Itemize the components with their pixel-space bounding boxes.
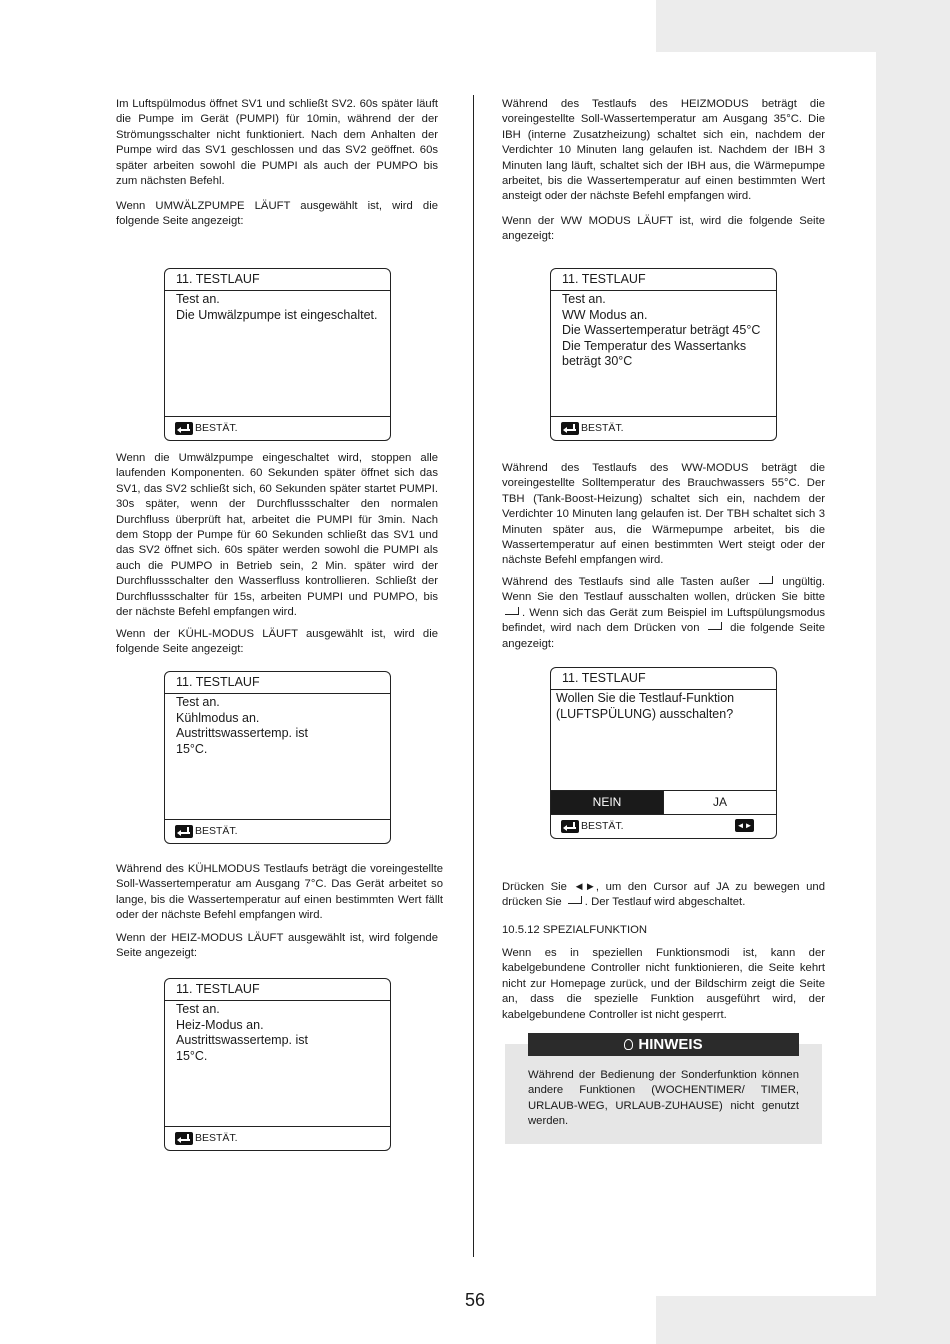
screen-line: Austrittswassertemp. ist	[176, 726, 308, 741]
confirm-hint	[561, 421, 624, 435]
confirm-label: BESTÄT.	[581, 422, 624, 434]
confirm-label: BESTÄT.	[195, 422, 238, 434]
paragraph-pump-description: Wenn die Umwälzpumpe eingeschaltet wird, stoppen alle laufenden Komponenten. 60 Sekunden später öffnet sich das SV1, das SV2 schließt sich, 60 Sekunden später startet PUMPI. 30s später, wenn der Durchflussschalter den normalen Durchfluss überprüft hat, arbeitet die PUMPI für 3min. Nach dem Stopp der Pumpe für 60 Sekunden schließt das SV1 und das SV2 öffnet sich. 60s später werden sowohl die PUMPI als auch die PUMPO in Betrieb sein, 2 Min. später wird der Durchflussschalter den Wasserfluss kontrollieren. Schließt der Durchflussschalter für 15s, arbeiten PUMPI und PUMPO, bis der nächste Befehl empfangen wird.	[116, 452, 438, 619]
screen-dhw-test	[550, 268, 777, 441]
screen-title: 11. TESTLAUF	[165, 672, 390, 694]
confirm-hint	[561, 819, 624, 833]
screen-footer	[165, 1126, 390, 1150]
screen-line: Test an.	[562, 292, 606, 306]
screen-footer	[165, 416, 390, 440]
page-tab-top	[656, 0, 950, 52]
lightbulb-icon	[624, 1039, 633, 1050]
enter-key-icon	[568, 896, 582, 904]
enter-key-icon	[561, 820, 579, 833]
enter-key-icon	[759, 576, 773, 584]
paragraph-air-purge: Im Luftspülmodus öffnet SV1 und schließt SV2. 60s später läuft die Pumpe im Gerät (PUMPI) für 10min, während der der Strömungsschalter nicht funktioniert. Nach dem Anhalten der Pumpe wird das SV1 geschlossen und das SV2 geöffnet. 60s später arbeiten sowohl die PUMPI als auch der PUMPO bis zum nächsten Befehl.	[116, 98, 438, 188]
page-tab-edge	[876, 52, 950, 1296]
screen-pump-test	[164, 268, 391, 441]
arrow-keys-icon: ◄►	[573, 881, 596, 893]
screen-line: (LUFTSPÜLUNG) ausschalten?	[556, 706, 734, 721]
paragraph-cool-intro: Wenn der KÜHL-MODUS LÄUFT ausgewählt ist, wird die folgende Seite angezeigt:	[116, 628, 438, 656]
confirm-hint	[175, 1131, 238, 1145]
paragraph-keys-info: Während des Testlaufs sind alle Tasten außer ungültig. Wenn Sie den Testlauf ausschalten wollen, drücken Sie bitte . Wenn sich das Gerät zum Beispiel im Luftspülungsmodus befindet, wird nach dem Drücken von die folgende Seite angezeigt:	[502, 576, 826, 650]
screen-line: Kühlmodus an.	[176, 710, 260, 725]
enter-key-icon	[175, 1132, 193, 1145]
paragraph-cursor-instruction: Drücken Sie ◄►, um den Cursor auf JA zu bewegen und drücken Sie . Der Testlauf wird abgeschaltet.	[502, 881, 825, 909]
screen-cool-test	[164, 671, 391, 844]
choice-no-button[interactable]: NEIN	[551, 791, 663, 814]
screen-body	[176, 1002, 384, 1064]
screen-line: Die Umwälzpumpe ist eingeschaltet.	[176, 307, 378, 322]
screen-title: 11. TESTLAUF	[551, 269, 776, 291]
note-text: Während der Bedienung der Sonderfunktion können andere Funktionen (WOCHENTIMER/ TIMER, URLAUB-WEG, URLAUB-ZUHAUSE) nicht genutzt werden.	[528, 1069, 799, 1128]
screen-line: Test an.	[176, 695, 220, 709]
enter-key-icon	[708, 622, 722, 630]
paragraph-heat-intro: Wenn der HEIZ-MODUS LÄUFT ausgewählt ist, wird folgende Seite angezeigt:	[116, 932, 438, 960]
enter-key-icon	[175, 825, 193, 838]
screen-body	[176, 292, 384, 323]
screen-line: 15°C.	[176, 1048, 208, 1063]
screen-heat-test	[164, 978, 391, 1151]
left-right-arrow-icon: ◄►	[736, 821, 753, 830]
screen-line: 15°C.	[176, 741, 208, 756]
screen-line: Austrittswassertemp. ist	[176, 1033, 308, 1048]
screen-line: WW Modus an.	[562, 307, 648, 322]
column-divider	[473, 95, 474, 1257]
paragraph-cool-description: Während des KÜHLMODUS Testlaufs beträgt die voreingestellte Soll-Wassertemperatur am Ausgang 7°C. Das Gerät arbeitet so lange, bis die Wassertemperatur auf einen bestimmten Wert fällt oder der nächste Befehl empfangen wird.	[116, 863, 443, 922]
screen-line: beträgt 30°C	[562, 354, 633, 369]
screen-line: Heiz-Modus an.	[176, 1017, 264, 1032]
page-number: 56	[464, 1290, 486, 1310]
screen-test-off-confirm	[550, 667, 777, 839]
paragraph-special-function: Wenn es in speziellen Funktionsmodi ist, kann der kabelgebundene Controller nicht funktionieren, die Seite kehrt nicht zur Homepage zurück, und der Bildschirm zeigt die Seite an, dass die spezielle Funktion ausgeführt wird, der kabelgebundene Controller ist nicht gesperrt.	[502, 947, 825, 1021]
enter-key-icon	[175, 422, 193, 435]
note-title: HINWEIS	[528, 1033, 799, 1056]
screen-footer	[165, 819, 390, 843]
confirm-hint	[175, 421, 238, 435]
screen-line: Die Wassertemperatur beträgt 45°C	[562, 323, 761, 338]
choice-yes-button[interactable]: JA	[663, 791, 776, 814]
screen-body	[556, 691, 770, 722]
screen-body	[176, 695, 384, 757]
screen-footer	[551, 814, 776, 838]
choice-row	[551, 790, 776, 814]
confirm-hint	[175, 824, 238, 838]
paragraph-pump-intro: Wenn UMWÄLZPUMPE LÄUFT ausgewählt ist, wird die folgende Seite angezeigt:	[116, 200, 438, 228]
screen-body	[562, 292, 770, 370]
screen-line: Wollen Sie die Testlauf-Funktion	[556, 691, 735, 705]
paragraph-dhw-intro: Wenn der WW MODUS LÄUFT ist, wird die folgende Seite angezeigt:	[502, 215, 825, 243]
confirm-label: BESTÄT.	[195, 1132, 238, 1144]
screen-title: 11. TESTLAUF	[165, 269, 390, 291]
screen-line: Test an.	[176, 292, 220, 306]
screen-line: Die Temperatur des Wassertanks	[562, 338, 747, 353]
enter-key-icon	[505, 607, 519, 615]
section-heading: 10.5.12 SPEZIALFUNKTION	[502, 924, 648, 936]
confirm-label: BESTÄT.	[195, 825, 238, 837]
screen-title: 11. TESTLAUF	[165, 979, 390, 1001]
confirm-label: BESTÄT.	[581, 820, 624, 832]
paragraph-heat-description: Während des Testlaufs des HEIZMODUS beträgt die voreingestellte Soll-Wassertemperatur am Ausgang 35°C. Die IBH (interne Zusatzheizung) schaltet sich ein, nachdem der Verdichter 10 Minuten lang gelaufen ist. Nachdem der IBH 3 Minuten lang läuft, schaltet sich der IBH aus, die Wärmepumpe arbeitet, bis die Wassertemperatur auf einen bestimmten Wert ansteigt oder der nächste Befehl empfangen wird.	[502, 98, 825, 203]
screen-line: Test an.	[176, 1002, 220, 1016]
paragraph-dhw-description: Während des Testlaufs des WW-MODUS beträgt die voreingestellte Solltemperatur des Brauchwassers 55°C. Der TBH (Tank-Boost-Heizung) schaltet sich ein, nachdem der Verdichter 10 Minuten lang gelaufen ist. Der TBH schaltet sich 3 Minuten später aus, die Wärmepumpe arbeitet, bis die Wassertemperatur auf einen bestimmten Wert steigt oder der nächste Befehl empfangen wird.	[502, 462, 825, 567]
screen-title: 11. TESTLAUF	[551, 668, 776, 690]
enter-key-icon	[561, 422, 579, 435]
screen-footer	[551, 416, 776, 440]
